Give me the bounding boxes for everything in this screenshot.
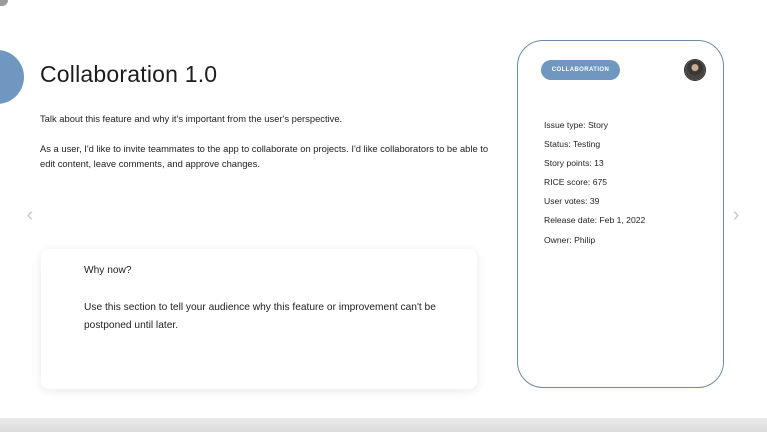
issue-status: Status: Testing — [544, 139, 601, 149]
issue-type: Issue type: Story — [544, 120, 609, 130]
user-votes: User votes: 39 — [544, 196, 600, 206]
owner-avatar — [685, 60, 705, 80]
feature-description: Talk about this feature and why it's important from the user's perspective. — [40, 113, 343, 124]
accent-circle — [0, 50, 24, 104]
issue-details — [544, 116, 645, 250]
phone-card — [517, 40, 724, 388]
owner: Owner: Philip — [544, 235, 596, 245]
corner-mark — [0, 0, 8, 6]
story-points: Story points: 13 — [544, 158, 604, 168]
why-now-title: Why now? — [84, 265, 132, 276]
feature-tag: COLLABORATION — [541, 60, 620, 80]
rice-score: RICE score: 675 — [544, 177, 608, 187]
bottom-toolbar — [0, 418, 767, 432]
release-date: Release date: Feb 1, 2022 — [544, 215, 646, 225]
user-story: As a user, I'd like to invite teammates to the app to collaborate on projects. I'd like collaborators to be able to edit content, leave comments, and approve changes. — [40, 143, 489, 169]
slide-title: Collaboration 1.0 — [40, 61, 218, 87]
why-now-body: Use this section to tell your audience why this feature or improvement can't be postponed until later. — [84, 302, 436, 331]
previous-slide-icon[interactable]: ‹ — [26, 204, 34, 226]
why-now-card — [41, 249, 477, 389]
next-slide-icon[interactable]: › — [732, 204, 740, 226]
